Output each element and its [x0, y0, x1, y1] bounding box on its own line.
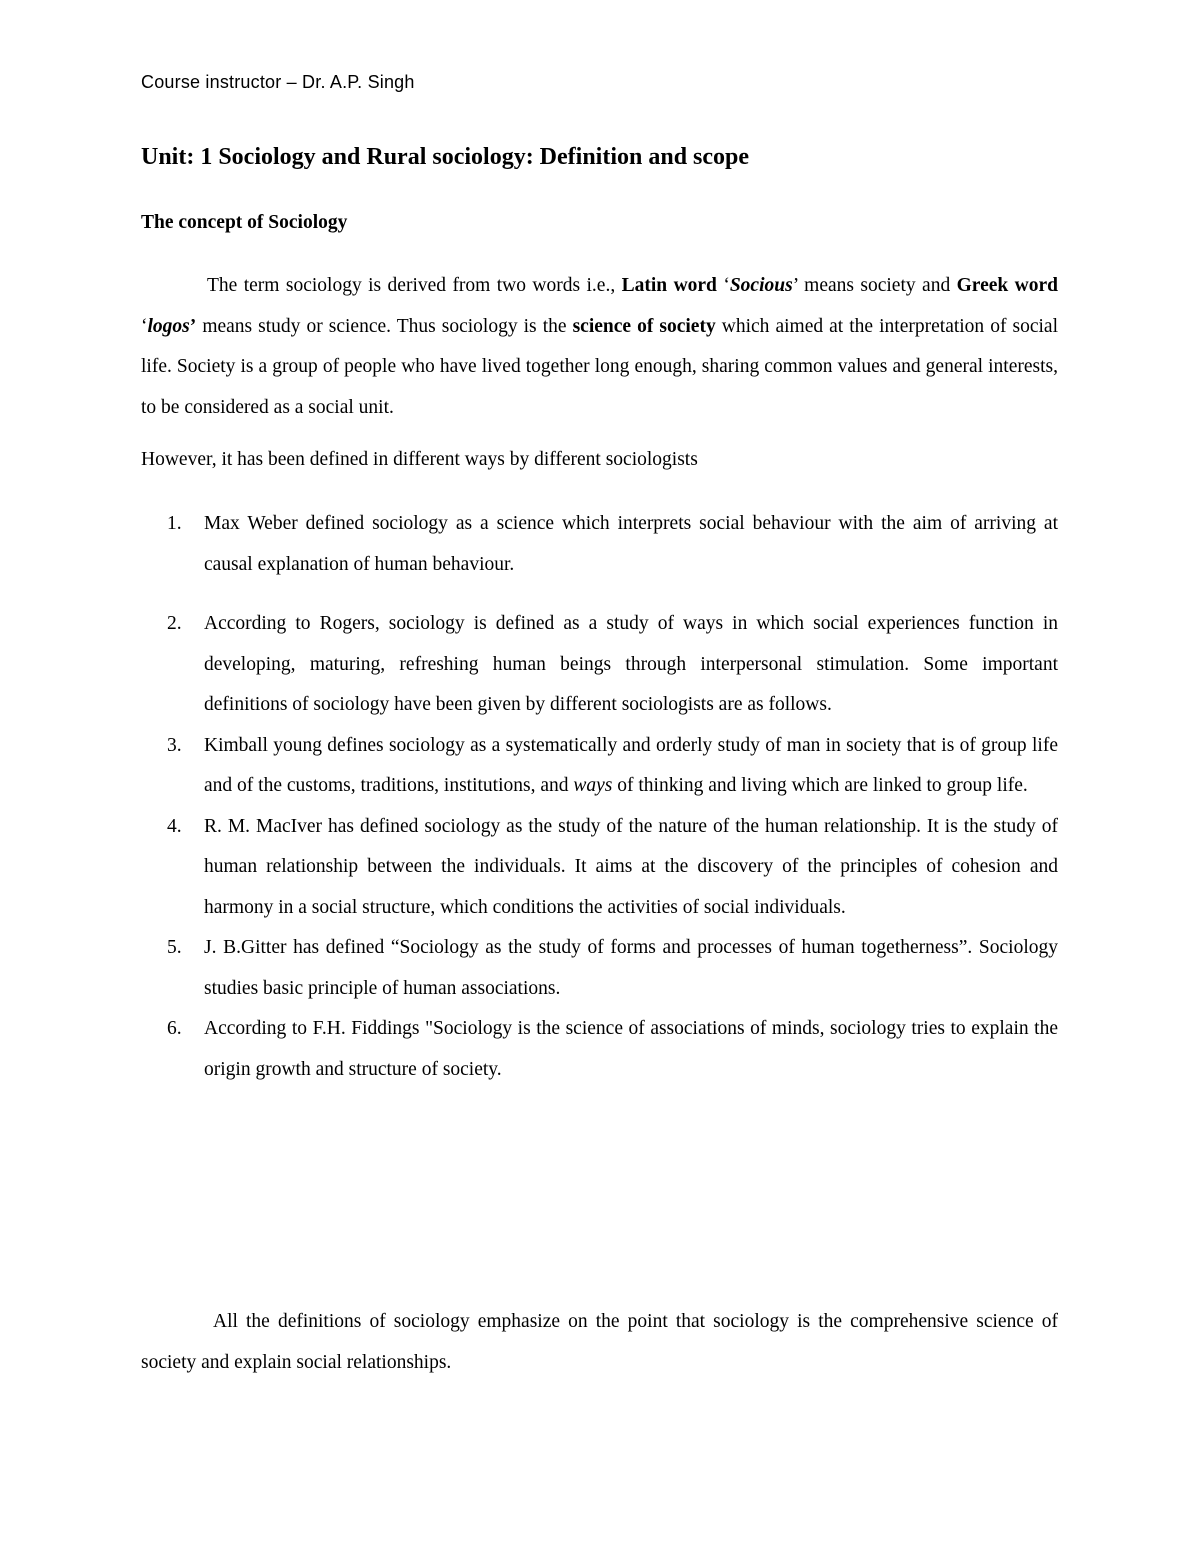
intro-paragraph [141, 266, 1058, 428]
list-item-definition-1 [141, 504, 1058, 585]
list-number: 5. [167, 937, 182, 958]
unit-title: Unit: 1 Sociology and Rural sociology: Definition and scope [141, 144, 750, 170]
quote-close-2: ’ [189, 315, 197, 337]
intro-text-1: The term sociology is derived from two words i.e., [207, 275, 622, 296]
quote-close-1: ’ means society and [792, 275, 957, 296]
definition-text: R. M. MacIver has defined sociology as the study of the nature of the human relationship. It is the study of human relationship between the individuals. It aims at the discovery of the principles of cohesion and harmony in a social structure, which conditions the activities of social individuals. [204, 815, 1058, 918]
course-instructor-header: Course instructor – Dr. A.P. Singh [141, 72, 415, 92]
latin-word-label: Latin word [621, 275, 717, 296]
list-item-definition-4 [141, 807, 1058, 929]
science-of-society-term: science of society [572, 315, 716, 337]
greek-word-label: Greek word [956, 275, 1058, 296]
definition-text-a: Kimball young defines sociology as a systematically and orderly study of man in society that is of group life and of the customs, traditions, institutions, and [204, 734, 1058, 796]
list-number: 2. [167, 613, 182, 634]
list-item-definition-3 [141, 726, 1058, 807]
definition-text: According to Rogers, sociology is defined as a study of ways in which social experiences function in developing, maturing, refreshing human beings through interpersonal stimulation. Some important definitions of sociology have been given by different sociologists are as follows. [204, 613, 1058, 715]
however-paragraph: However, it has been defined in different ways by different sociologists [141, 449, 698, 470]
definition-text: According to F.H. Fiddings "Sociology is the science of associations of minds, sociology tries to explain the origin growth and structure of society. [204, 1018, 1058, 1080]
logos-term: logos [147, 315, 190, 337]
list-item-definition-5 [141, 928, 1058, 1009]
intro-text-3: which aimed at the interpretation of social life. Society is a group of people who have lived together long enough, sharing common values and general interests, to be considered as a social unit. [141, 315, 1059, 418]
list-number: 1. [167, 513, 182, 534]
quote-open-1: ‘ [716, 275, 730, 296]
ways-italic: ways [573, 775, 613, 796]
definition-text: J. B.Gitter has defined “Sociology as the study of forms and processes of human togetherness”. Sociology studies basic principle of human associations. [204, 937, 1058, 999]
list-number: 6. [167, 1018, 182, 1039]
list-item-definition-6 [141, 1009, 1058, 1090]
definition-text: Max Weber defined sociology as a science which interprets social behaviour with the aim of arriving at causal explanation of human behaviour. [204, 513, 1058, 575]
list-number: 4. [167, 815, 182, 837]
definition-text-b: of thinking and living which are linked to group life. [612, 775, 1028, 796]
definitions-list [141, 504, 1058, 1090]
section-heading: The concept of Sociology [141, 212, 348, 233]
socious-term: Socious [729, 275, 793, 296]
list-item-definition-2 [141, 604, 1058, 726]
definition-text [204, 735, 1058, 797]
list-number: 3. [167, 734, 182, 756]
quote-open-2: ‘ [141, 315, 148, 337]
conclusion-paragraph: All the definitions of sociology emphasize on the point that sociology is the comprehensive science of society and explain social relationships. [141, 1311, 1058, 1373]
intro-text-2: means study or science. Thus sociology is the [196, 315, 573, 337]
